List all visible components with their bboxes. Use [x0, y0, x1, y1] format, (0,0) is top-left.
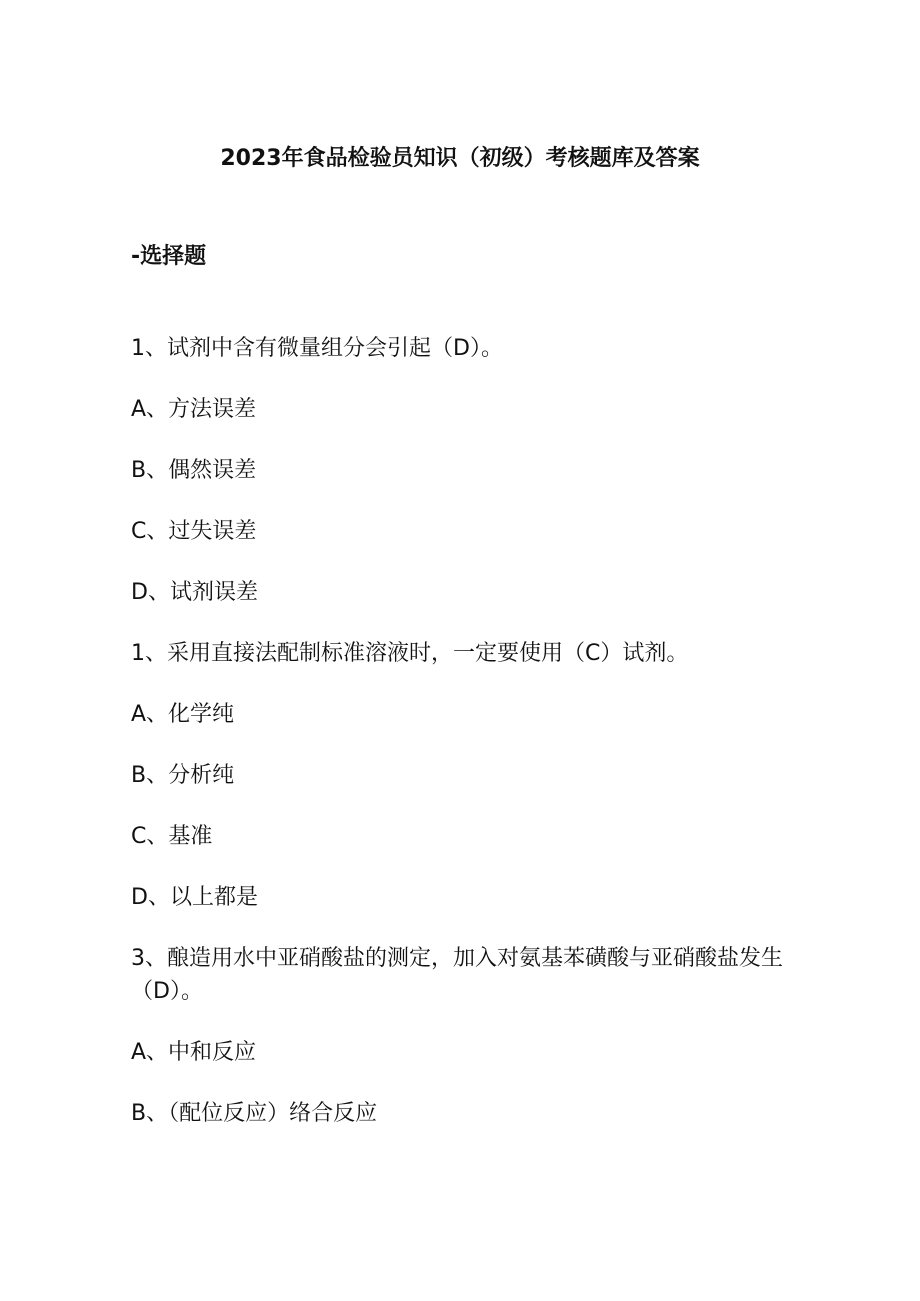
option-item: C、基准 — [131, 824, 213, 849]
option-item: C、过失误差 — [131, 519, 257, 544]
option-item: D、以上都是 — [131, 885, 258, 910]
question-list — [131, 332, 791, 1158]
section-title: -选择题 — [131, 244, 207, 269]
option-item: D、试剂误差 — [131, 580, 258, 605]
option-item: A、化学纯 — [131, 702, 235, 727]
option-item: A、中和反应 — [131, 1040, 257, 1065]
option-item: B、分析纯 — [131, 763, 235, 788]
question-stem: 1、采用直接法配制标准溶液时，一定要使用（C）试剂。 — [131, 641, 689, 666]
option-item: B、（配位反应）络合反应 — [131, 1101, 378, 1126]
question-stem: 3、酿造用水中亚硝酸盐的测定，加入对氨基苯磺酸与亚硝酸盐发生（D）。 — [131, 946, 783, 1004]
option-item: B、偶然误差 — [131, 458, 257, 483]
question-stem: 1、试剂中含有微量组分会引起（D）。 — [131, 336, 503, 361]
option-item: A、方法误差 — [131, 397, 257, 422]
document-title: 2023年食品检验员知识（初级）考核题库及答案 — [220, 146, 700, 171]
